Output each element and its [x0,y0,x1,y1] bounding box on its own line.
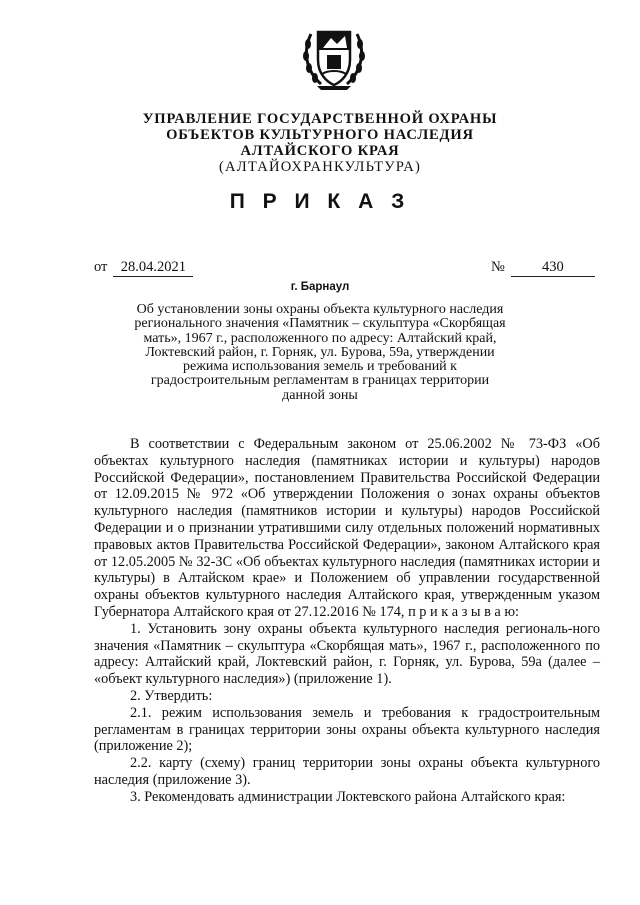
city-name: г. Барнаул [290,281,350,293]
clause-2-1: 2.1. режим использования земель и требования к градостроительным регламентам в границах территории зоны охраны объекта культурного наследия (приложение 2); [94,704,600,755]
order-subject: Об установлении зоны охраны объекта культурного наследия регионального значения «Памятник – скульптура «Скорбящая мать», 1967 г., расположенного по адресу: Алтайский край, Локтевский район, г. Горняк, ул. Бурова, 59а, утверждении режима использования земель и требований к градостроительным регламентам в границах территории данной зоны [134,302,506,403]
agency-short-name: (АЛТАЙОХРАНКУЛЬТУРА) [218,159,422,175]
number-label: № [491,259,505,275]
altai-krai-coat-of-arms-icon [301,22,367,92]
date-label: от [94,259,108,275]
agency-header [0,111,640,175]
clause-2: 2. Утвердить: [130,687,213,704]
preamble-paragraph: В соответствии с Федеральным законом от 25.06.2002 № 73-ФЗ «Об объектах культурного наследия (памятниках истории и культуры) народов Российской Федерации», постановлением Правительства Российской Федерации от 12.09.2015 № 972 «Об утверждении Положения о зонах охраны объектов культурного наследия (памятников истории и культуры) народов Российской Федерации и о признании утратившими силу отдельных положений нормативных правовых актов Правительства Российской Федерации», законом Алтайского края от 12.05.2005 № 32-ЗС «Об объектах культурного наследия (памятниках истории и культуры) в Алтайском крае» и Положением об управлении государственной охраны объектов культурного наследия Алтайского края, утвержденным указом Губернатора Алтайского края от 27.12.2016 № 174, п р и к а з ы в а ю: [94,436,600,620]
document-title: П Р И К А З [229,190,411,213]
agency-line: УПРАВЛЕНИЕ ГОСУДАРСТВЕННОЙ ОХРАНЫ [142,111,498,127]
date-value: 28.04.2021 [113,259,193,277]
clause-3: 3. Рекомендовать администрации Локтевского района Алтайского края: [130,788,566,805]
order-date [94,259,193,277]
order-number [491,259,595,277]
clause-1: 1. Установить зону охраны объекта культурного наследия региональ-ного значения «Памятник – скульптура «Скорбящая мать», 1967 г., расположенного по адресу: Алтайский край, Локтевский район, г. Горняк, ул. Бурова, 59а (далее – «объект культурного наследия») (приложение 1). [94,620,600,688]
order-body [94,436,600,806]
agency-line: АЛТАЙСКОГО КРАЯ [240,143,400,159]
agency-line: ОБЪЕКТОВ КУЛЬТУРНОГО НАСЛЕДИЯ [166,127,474,143]
number-value: 430 [511,259,595,277]
clause-2-2: 2.2. карту (схему) границ территории зоны охраны объекта культурного наследия (приложение 3). [94,755,600,788]
